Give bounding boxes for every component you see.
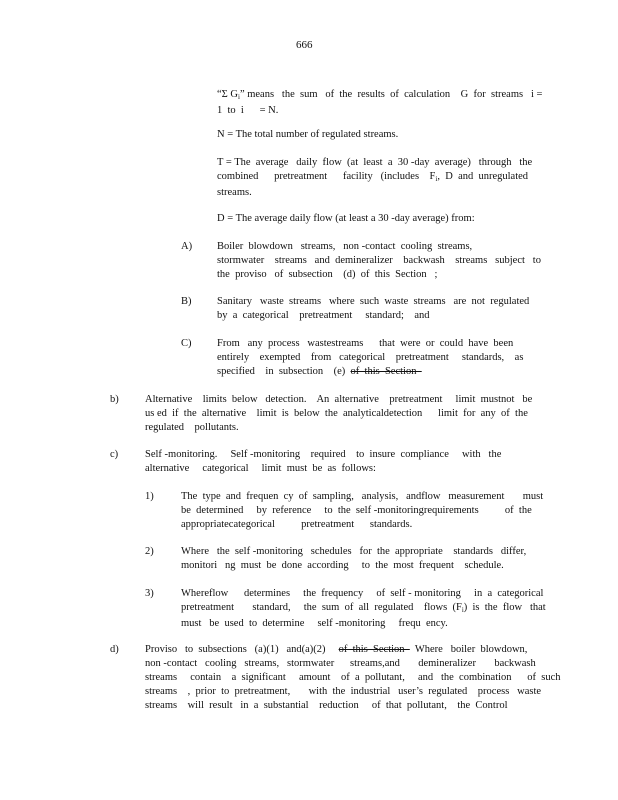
item-1-label: 1) xyxy=(145,491,154,502)
sigma-prefix: “Σ G xyxy=(217,89,238,100)
item-1-line: The type and frequen cy of sampling, analysis, andflow measurement must xyxy=(181,491,544,502)
item-c-text xyxy=(217,337,523,379)
definition-t-line2 xyxy=(217,170,541,186)
definition-n: N = The total number of regulated streams. xyxy=(217,129,399,140)
section-b-line: regulated pollutants. xyxy=(145,422,239,433)
section-b-line: us ed if the alternative limit is below the analyticaldetection limit for any of the xyxy=(145,408,528,419)
definition-t-subscript: i xyxy=(435,175,438,183)
item-2-line: monitori ng must be done according to the most frequent schedule. xyxy=(181,560,504,571)
item-2-text xyxy=(181,545,526,573)
item-2-label: 2) xyxy=(145,546,154,557)
section-d-line: streams contain a significant amount of a pollutant, and the combination of such xyxy=(145,672,561,683)
section-d-label: d) xyxy=(110,644,119,655)
section-b-label: b) xyxy=(110,394,119,405)
definition-d: D = The average daily flow (at least a 30 -day average) from: xyxy=(217,213,475,224)
section-d-text xyxy=(145,643,561,713)
section-d-struck-text: of this Section xyxy=(338,644,410,655)
item-3-line: Whereflow determines the frequency of self - monitoring in a categorical xyxy=(181,588,544,599)
item-a-line: Boiler blowdown streams, non -contact cooling streams, xyxy=(217,241,473,252)
section-c-line: alternative categorical limit must be as follows: xyxy=(145,463,376,474)
section-c-line: Self -monitoring. Self -monitoring required to insure compliance with the xyxy=(145,449,502,460)
item-a-line: stormwater streams and demineralizer backwash streams subject to xyxy=(217,255,541,266)
item-3-line2-pre: pretreatment standard, the sum of all regulated flows (F xyxy=(181,602,462,613)
definition-t-line2-pre: combined pretreatment facility (includes F xyxy=(217,171,436,182)
item-c-line-text: specified in subsection (e) xyxy=(217,366,351,377)
item-c-line xyxy=(217,365,523,379)
item-c-line: entirely exempted from categorical pretreatment standards, as xyxy=(217,352,524,363)
item-3-line2-post: ) is the flow that xyxy=(463,602,546,613)
item-2-line: Where the self -monitoring schedules for the appropriate standards differ, xyxy=(181,546,527,557)
item-c-label: C) xyxy=(181,338,192,349)
item-1-text xyxy=(181,490,543,532)
section-d-line xyxy=(145,643,561,657)
section-c-label: c) xyxy=(110,449,119,460)
item-b-text xyxy=(217,295,529,323)
definition-sigma-line2: 1 to i = N. xyxy=(217,105,279,116)
section-d-line1-pre: Proviso to subsections (a)(1) and(a)(2) xyxy=(145,644,339,655)
item-1-line: be determined by reference to the self -monitoringrequirements of the xyxy=(181,505,532,516)
item-a-line: the proviso of subsection (d) of this Section ; xyxy=(217,269,438,280)
definition-t-line1: T = The average daily flow (at least a 30 -day average) through the xyxy=(217,157,533,168)
item-b-line: by a categorical pretreatment standard; and xyxy=(217,310,430,321)
definition-t xyxy=(217,156,541,200)
item-1-line: appropriatecategorical pretreatment standards. xyxy=(181,519,413,530)
definition-sigma-line1 xyxy=(217,88,541,104)
item-a-text xyxy=(217,240,541,282)
item-c-line: From any process wastestreams that were or could have been xyxy=(217,338,514,349)
sigma-suffix: ” means the sum of the results of calculation G for streams i = xyxy=(239,89,543,100)
item-a-label: A) xyxy=(181,241,193,252)
item-3-label: 3) xyxy=(145,588,154,599)
item-3-text xyxy=(181,587,546,631)
definition-t-line2-post: , D and unregulated xyxy=(437,171,529,182)
item-3-line: must be used to determine self -monitoring frequ ency. xyxy=(181,618,448,629)
section-b-line: Alternative limits below detection. An alternative pretreatment limit mustnot be xyxy=(145,394,533,405)
section-d-line1-post: Where boiler blowdown, xyxy=(409,644,528,655)
section-d-line: streams will result in a substantial reduction of that pollutant, the Control xyxy=(145,700,508,711)
item-c-struck-text: of this Section xyxy=(350,366,422,377)
definition-t-line3: streams. xyxy=(217,187,252,198)
section-d-line: non -contact cooling streams, stormwater streams,and demineralizer backwash xyxy=(145,658,536,669)
section-d-line: streams , prior to pretreatment, with the industrial user’s regulated process waste xyxy=(145,686,542,697)
item-b-line: Sanitary waste streams where such waste streams are not regulated xyxy=(217,296,530,307)
item-b-label: B) xyxy=(181,296,192,307)
section-c-text xyxy=(145,448,501,476)
definition-sigma xyxy=(217,88,541,118)
item-3-line xyxy=(181,601,546,617)
sigma-subscript: i xyxy=(237,93,240,101)
section-b-text xyxy=(145,393,532,435)
item-3-subscript: i xyxy=(461,606,464,614)
page-number: 666 xyxy=(296,39,313,51)
